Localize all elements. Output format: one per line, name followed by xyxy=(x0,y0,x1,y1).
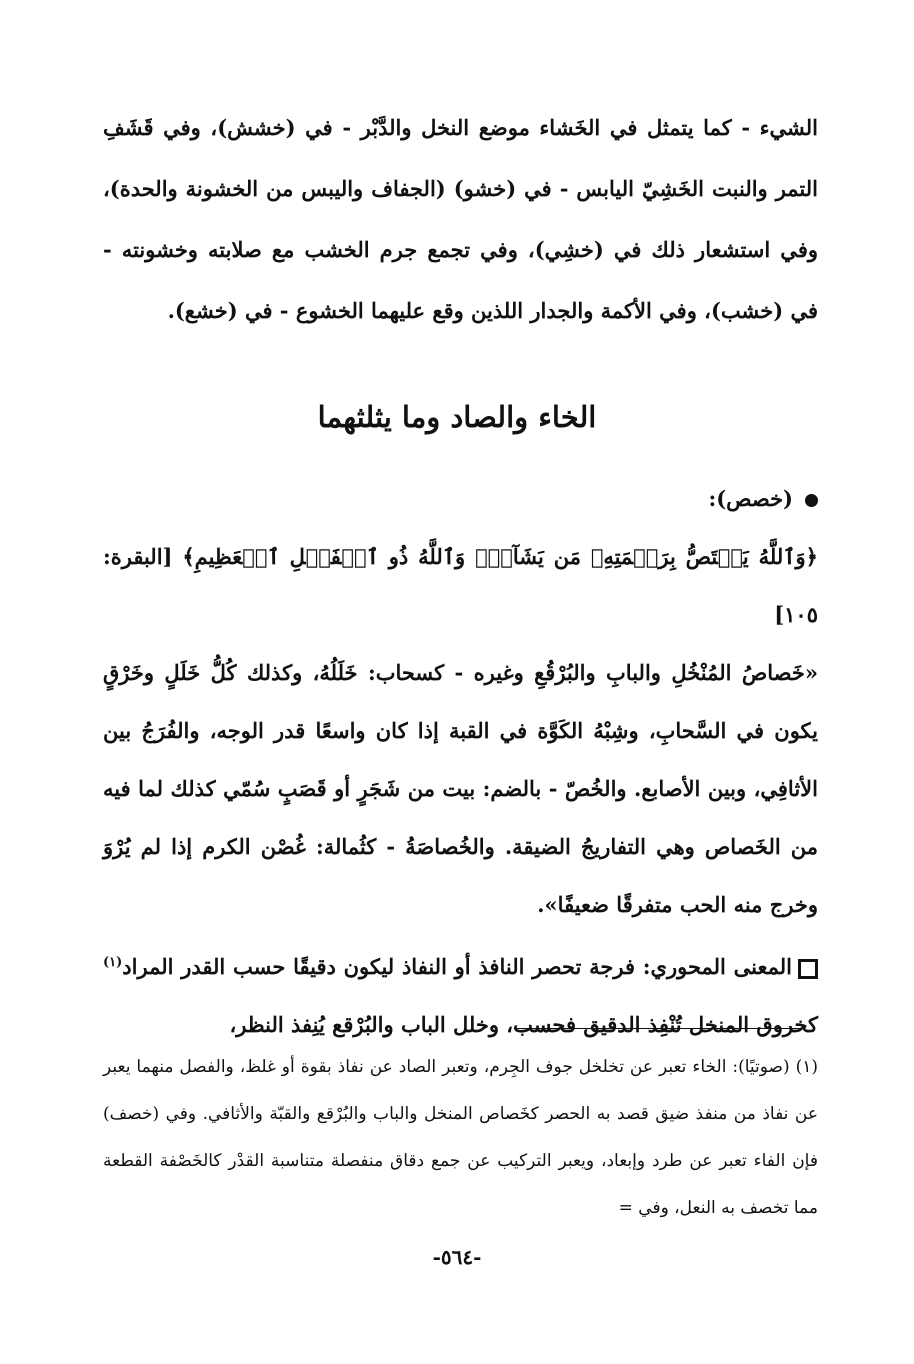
core-meaning-rest: كخروق المنخل تُنْفِذ الدقيق فحسب، وخلل الباب والبُرْقع يُنِفذ النظر، xyxy=(229,1012,818,1037)
entry-root: (خصص): xyxy=(708,486,793,511)
bullet-icon xyxy=(805,494,818,507)
footnote-divider xyxy=(514,1028,804,1029)
main-text-block xyxy=(103,97,818,341)
section-heading: الخاء والصاد وما يثلثهما xyxy=(317,400,597,434)
core-meaning xyxy=(103,934,818,1054)
lexical-entry xyxy=(103,470,818,1054)
entry-definition: «خَصاصُ المُنْخُلِ والبابِ والبُرْقُعِ وغيره - كسحاب: خَلَلُهُ، وكذلك كُلُّ خَلَلٍ وخَرْقٍ يكون في السَّحابِ، وشِبْهُ الكَوَّة في القبة إذا كان واسعًا قدر الوجه، والفُرَجُ بين الأثافِي، وبين الأصابع. والخُصّ - بالضم: بيت من شَجَرٍ أو قَصَبٍ سُمّي كذلك لما فيه من الخَصاص وهي التفاريجُ الضيقة. والخُصاصَةُ - كثُمالة: غُصْن الكرم إذا لم يُرْوَ وخرج منه الحب متفرقًا ضعيفًا». xyxy=(103,660,818,917)
core-meaning-label: المعنى المحوري: xyxy=(642,954,792,979)
page-number: -٥٦٤- xyxy=(432,1245,482,1269)
footnote-marker: (١) xyxy=(103,955,123,970)
core-meaning-text: فرجة تحصر النافذ أو النفاذ ليكون دقيقًا حسب القدر المراد xyxy=(122,954,636,979)
footnote-1: (١) (صوتيًا): الخاء تعبر عن تخلخل جوف الجِرم، وتعبر الصاد عن نفاذ بقوة أو غلظ، والفصل منهما يعبر عن نفاذ من منفذ ضيق قصد به الحصر كخَصاص المنخل والباب والبُرْقع والقبّة والأثافي. وفي (خصف) فإن الفاء تعبر عن طرد وإبعاد، ويعبر التركيب عن جمع دقاق منفصلة متناسبة القدْر كالخَصْفة القطعة مما تخصف به النعل، وفي = xyxy=(103,1057,818,1218)
quran-verse: ﴿وَٱللَّهُ يَخۡتَصُّ بِرَحۡمَتِهِۦ مَن يَشَآءُۗ وَٱللَّهُ ذُو ٱلۡفَضۡلِ ٱلۡعَظِيمِ﴾ [البقرة: ١٠٥] xyxy=(103,544,818,627)
square-icon xyxy=(798,959,818,979)
entry-root-line xyxy=(103,470,818,528)
paragraph-continuation: الشيء - كما يتمثل في الخَشاء موضع النخل والدَّبْر - في (خشش)، وفي قَشَفِ التمر والنبت الخَشِيّ اليابس - في (خشو) (الجفاف واليبس من الخشونة والحدة)، وفي استشعار ذلك في (خشِي)، وفي تجمع جرم الخشب مع صلابته وخشونته - في (خشب)، وفي الأكمة والجدار اللذين وقع عليهما الخشوع - في (خشع). xyxy=(103,115,818,323)
footnotes-block xyxy=(103,1044,818,1232)
